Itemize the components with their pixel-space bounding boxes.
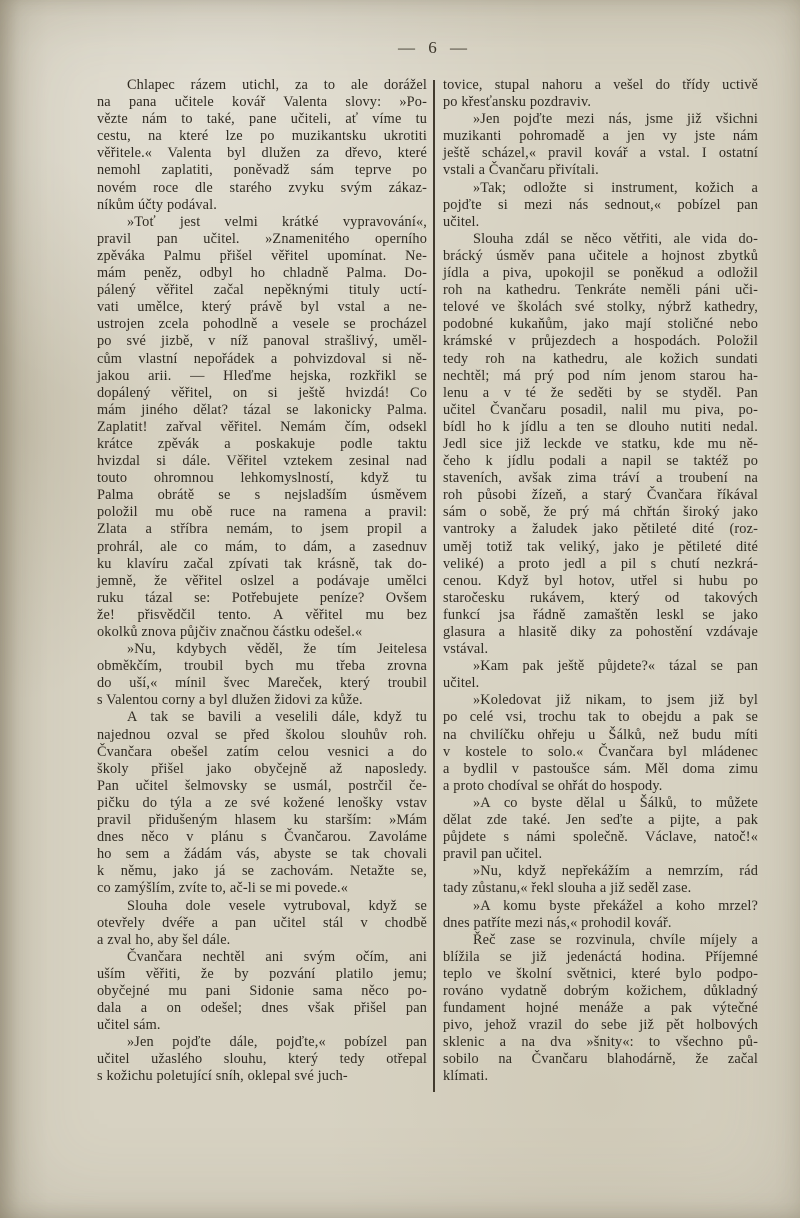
text-line: dělat zde také. Jen seďte a pijte, a pak [443, 812, 758, 829]
text-columns [97, 77, 758, 1086]
text-line: tedy roh na kathedru, ale kožich sundati [443, 350, 758, 367]
text-line: tovice, stupal nahoru a vešel do třídy uctivě [443, 77, 758, 93]
text-line: staročesku rukávem, který od takových [443, 589, 758, 606]
text-line: roh působi žízeň, a starý Čvančara říkával [443, 487, 758, 504]
page-number: — 6 — [398, 38, 468, 57]
text-line: vati umělce, který právě byl vstal a ne- [97, 299, 427, 316]
text-line: vstali a Čvančaru přivítali. [443, 162, 599, 179]
text-line: krámské v průjezdech a hospodách. Položil [443, 333, 758, 350]
text-line: mám peněz, odbyl ho chladně Palma. Do- [97, 265, 427, 282]
text-line: roh na kathedru. Tenkráte neměli páni uči- [443, 282, 758, 299]
text-line: bídl ho k jídlu a ten se dlouho nutiti nedal. [443, 418, 758, 435]
text-line: učitel užaslého slouhu, který tedy otřepal [97, 1051, 427, 1068]
text-line: školy přišel jako obyčejně až naposledy. [97, 760, 427, 777]
text-line: v kostele to solo.« Čvančara byl mládenec [443, 743, 758, 760]
text-line: nemohl zaplatiti, poněvadž sám teprve po [97, 162, 427, 179]
text-line: ruku tázal se: Potřebujete peníze? Ovšem [97, 589, 427, 606]
text-line: do uší,« mínil švec Mareček, který troubil [97, 675, 427, 692]
text-line: mám jiného dělat? tázal se lakonicky Palma. [97, 401, 427, 418]
text-line: glasura a hlasitě diky za pohostění vzdávaje [443, 624, 758, 640]
text-line: touto ohromnou lehkomyslností, když tu [97, 470, 427, 487]
text-line: věřitele.« Valenta byl dlužen za dřevo, které [97, 145, 427, 162]
text-line: tady zůstanu,« řekl slouha a již seděl zase. [443, 880, 692, 897]
text-line: »Toť jest velmi krátké vypravování«, [127, 213, 427, 230]
text-line: a bydlil v pastoušce sám. Měl doma zimu [443, 760, 758, 777]
text-line: hvizdal si dále. Věřitel vztekem zesinal nad [97, 453, 427, 470]
text-line: telové ve školách své stolky, nýbrž kathedry, [443, 299, 758, 316]
text-line: nechtěl; má prý pod ním jenom starou ha- [443, 367, 758, 384]
text-line: »Jen pojďte dále, pojďte,« pobízel pan [127, 1034, 427, 1051]
text-line: zpěváka Palmu přišel věřitel upomínat. Ne- [97, 247, 427, 264]
text-line: pravil pan učitel. »Znamenitého operního [97, 230, 427, 247]
text-line: Palma obrátě se s nejsladším úsměvem [97, 487, 427, 504]
text-line: najednou ozval se před školou slouhův roh. [97, 726, 427, 743]
text-line: obyčejné mu pani Sidonie sama něco po- [97, 982, 427, 999]
text-line: čeho k jídlu podali a napil se taktéž po [443, 453, 758, 470]
text-line: »Jen pojďte mezi nás, jsme již všichni [473, 111, 758, 128]
text-line: brácký úsměv pana učitele a hojnost zbytků [443, 247, 758, 264]
text-line: blížila se již jedenáctá hodina. Příjemné [443, 948, 758, 965]
text-line: pičku do týla a ze své kožené lenošky vstav [97, 794, 427, 811]
text-line: půjdete s námi společně. Václave, natoč!« [443, 829, 758, 846]
text-line: po křesťansku pozdraviv. [443, 94, 592, 111]
text-line: rováno vydatně dobrým kožichem, důkladný [443, 982, 758, 999]
text-line: s Valentou corny a byl dlužen židovi za kůže. [97, 692, 363, 709]
text-line: fundament hojné menáže a pak výtečné [443, 1000, 758, 1017]
text-line: dala a on odešel; dnes však přišel pan [97, 1000, 427, 1017]
text-line: okolků znova půjčiv značnou částku odešel.« [97, 624, 363, 640]
text-line: »A co byste dělal u Šálků, to můžete [473, 794, 758, 811]
text-line: staveních, avšak zima tráví a troubení na [443, 470, 758, 487]
text-line: Slouha zdál se něco větřiti, ale vida do- [473, 230, 758, 247]
text-line: vstával. [443, 641, 489, 658]
text-line: po své jizbě, v níž panoval strašlivý, uměl- [97, 333, 427, 350]
text-line: Zaplatit! zařval věřitel. Nemám čím, odsekl [97, 418, 427, 435]
text-line: pravil přidušeným hlasem ku starším: »Mám [97, 812, 427, 829]
text-line: sobilo na Čvančaru blahodárně, že začal [443, 1051, 758, 1068]
text-line: veliké) a proto jedl a pil s chutí nezkrá- [443, 555, 758, 572]
text-line: učitel sám. [97, 1017, 161, 1034]
text-line: ještě scházel,« pravil kovář a vstal. I ostatní [443, 145, 758, 162]
text-line: jídla a piva, upokojil se poněkud a odložil [443, 265, 758, 282]
text-line: »Nu, kdybych věděl, že tím Jeitelesa [127, 641, 427, 658]
text-line: cům vlastní nepořádek a pohvizdoval si ně- [97, 350, 427, 367]
text-line: s kožichu poletující sníh, oklepal své juch- [97, 1068, 348, 1085]
text-line: cenou. Když byl hotov, utřel si hubu po [443, 572, 758, 589]
text-line: sám o sobě, že prý má chřtán široký jako [443, 504, 758, 521]
text-line: dnes patříte mezi nás,« prohodil kovář. [443, 914, 672, 931]
text-line: jemně, že věřitel oslzel a podávaje umělci [97, 572, 427, 589]
text-line: a zval ho, aby šel dále. [97, 931, 231, 948]
text-line: »Tak; odložte si instrument, kožich a [473, 179, 758, 196]
text-line: Jedl sice již leckde ve statku, kde mu ně- [443, 435, 758, 452]
text-line: dnes něco v plánu s Čvančarou. Zavoláme [97, 829, 427, 846]
text-line: na pana učitele kovář Valenta slovy: »Po- [97, 94, 427, 111]
text-line: funkcí jsa řádně zamaštěn leskl se jako [443, 606, 758, 623]
text-line: »Kam pak ještě půjdete?« tázal se pan [473, 658, 758, 675]
text-line: učitel Čvančaru posadil, nalil mu piva, po- [443, 401, 758, 418]
text-line: co zamýšlím, zvíte to, ač-li se mi povede.« [97, 880, 349, 897]
text-line: Pan učitel šelmovsky se usmál, postrčil če- [97, 777, 427, 794]
text-line: ustrojen zcela pohodlně a vesele se procházel [97, 316, 427, 333]
text-line: vězte nám to také, pane učiteli, ať víme tu [97, 111, 427, 128]
text-line: dopálený věřitel, on si ještě hvizdá! Co [97, 384, 427, 401]
text-line: k němu, jako já se zachovám. Netažte se, [97, 863, 427, 880]
text-line: podobné kukaňům, jako mají stoličné nebo [443, 316, 758, 333]
text-line: učitel. [443, 675, 480, 692]
text-line: ku klavíru začal zpívati tak krásně, tak do- [97, 555, 427, 572]
text-line: uším věřiti, že by pozvání platilo jemu; [97, 965, 427, 982]
text-line: pojďte si mezi nás sednout,« pobízel pan [443, 196, 758, 213]
text-line: lenu a v té že seděti by se styděl. Pan [443, 384, 758, 401]
text-line: sklenic a na dva »šnity«: to všechno pů- [443, 1034, 758, 1051]
text-line: Zlata a stříbra nemám, to jsem propil a [97, 521, 427, 538]
text-line: A tak se bavili a veselili dále, když tu [127, 709, 427, 726]
text-line: teplo ve školní světnici, které bylo podpo- [443, 965, 758, 982]
text-line: uměj totiž tak veliký, jako je pětileté dité [443, 538, 758, 555]
right-column [443, 77, 758, 1086]
text-line: po celé vsi, trochu tak to obejdu a pak se [443, 709, 758, 726]
text-line: Slouha dole vesele vytruboval, když se [127, 897, 427, 914]
text-line: položil mu obě ruce na ramena a pravil: [97, 504, 427, 521]
column-divider-rule [433, 80, 435, 1092]
text-line: pálený věřitel začal nepěknými tituly uctí- [97, 282, 427, 299]
text-line: krátce zpěvák a poskakuje podle taktu [97, 435, 427, 452]
text-line: »A komu byste překážel a koho mrzel? [473, 897, 758, 914]
text-line: novém roce dle starého zvyku svým zákaz- [97, 179, 427, 196]
left-column [97, 77, 427, 1086]
text-line: jakou arii. — Hleďme hejska, rozkřikl se [97, 367, 427, 384]
text-line: cestu, na které lze po muzikantsku ukrotiti [97, 128, 427, 145]
text-line: prohrál, ale co mám, to dám, a zasednuv [97, 538, 427, 555]
text-line: a proto chodíval se ohřát do hospody. [443, 777, 663, 794]
text-line: »Nu, když nepřekážím a nemrzím, rád [473, 863, 758, 880]
text-line: klímati. [443, 1068, 489, 1085]
text-line: muzikanti pohromadě a jen vy jste nám [443, 128, 758, 145]
text-line: pravil pan učitel. [443, 846, 543, 863]
text-line: níkům účty podával. [97, 196, 217, 213]
text-line: že! přisvědčil tento. A věřitel mu bez [97, 606, 427, 623]
text-line: učitel. [443, 213, 480, 230]
text-line: »Koledovat již nikam, to jsem již byl [473, 692, 758, 709]
text-line: otevřely dvéře a pan učitel stál v chodbě [97, 914, 427, 931]
text-line: Řeč zase se rozvinula, chvíle míjely a [473, 931, 758, 948]
text-line: Čvančara obešel zatím celou vesnici a do [97, 743, 427, 760]
text-line: vantroky a žaludek jako pětileté dité (roz- [443, 521, 758, 538]
text-line: na chvilíčku ohřeju u Šálků, než budu míti [443, 726, 758, 743]
text-line: pivo, jehož vrazil do sebe již pět holbových [443, 1017, 758, 1034]
text-line: Chlapec rázem utichl, za to ale dorážel [127, 77, 427, 93]
text-line: Čvančara nechtěl ani svým očím, ani [127, 948, 427, 965]
text-line: ho sem a žádám vás, abyste se tak chovali [97, 846, 427, 863]
text-line: obměkčím, troubil bych mu třeba zrovna [97, 658, 427, 675]
